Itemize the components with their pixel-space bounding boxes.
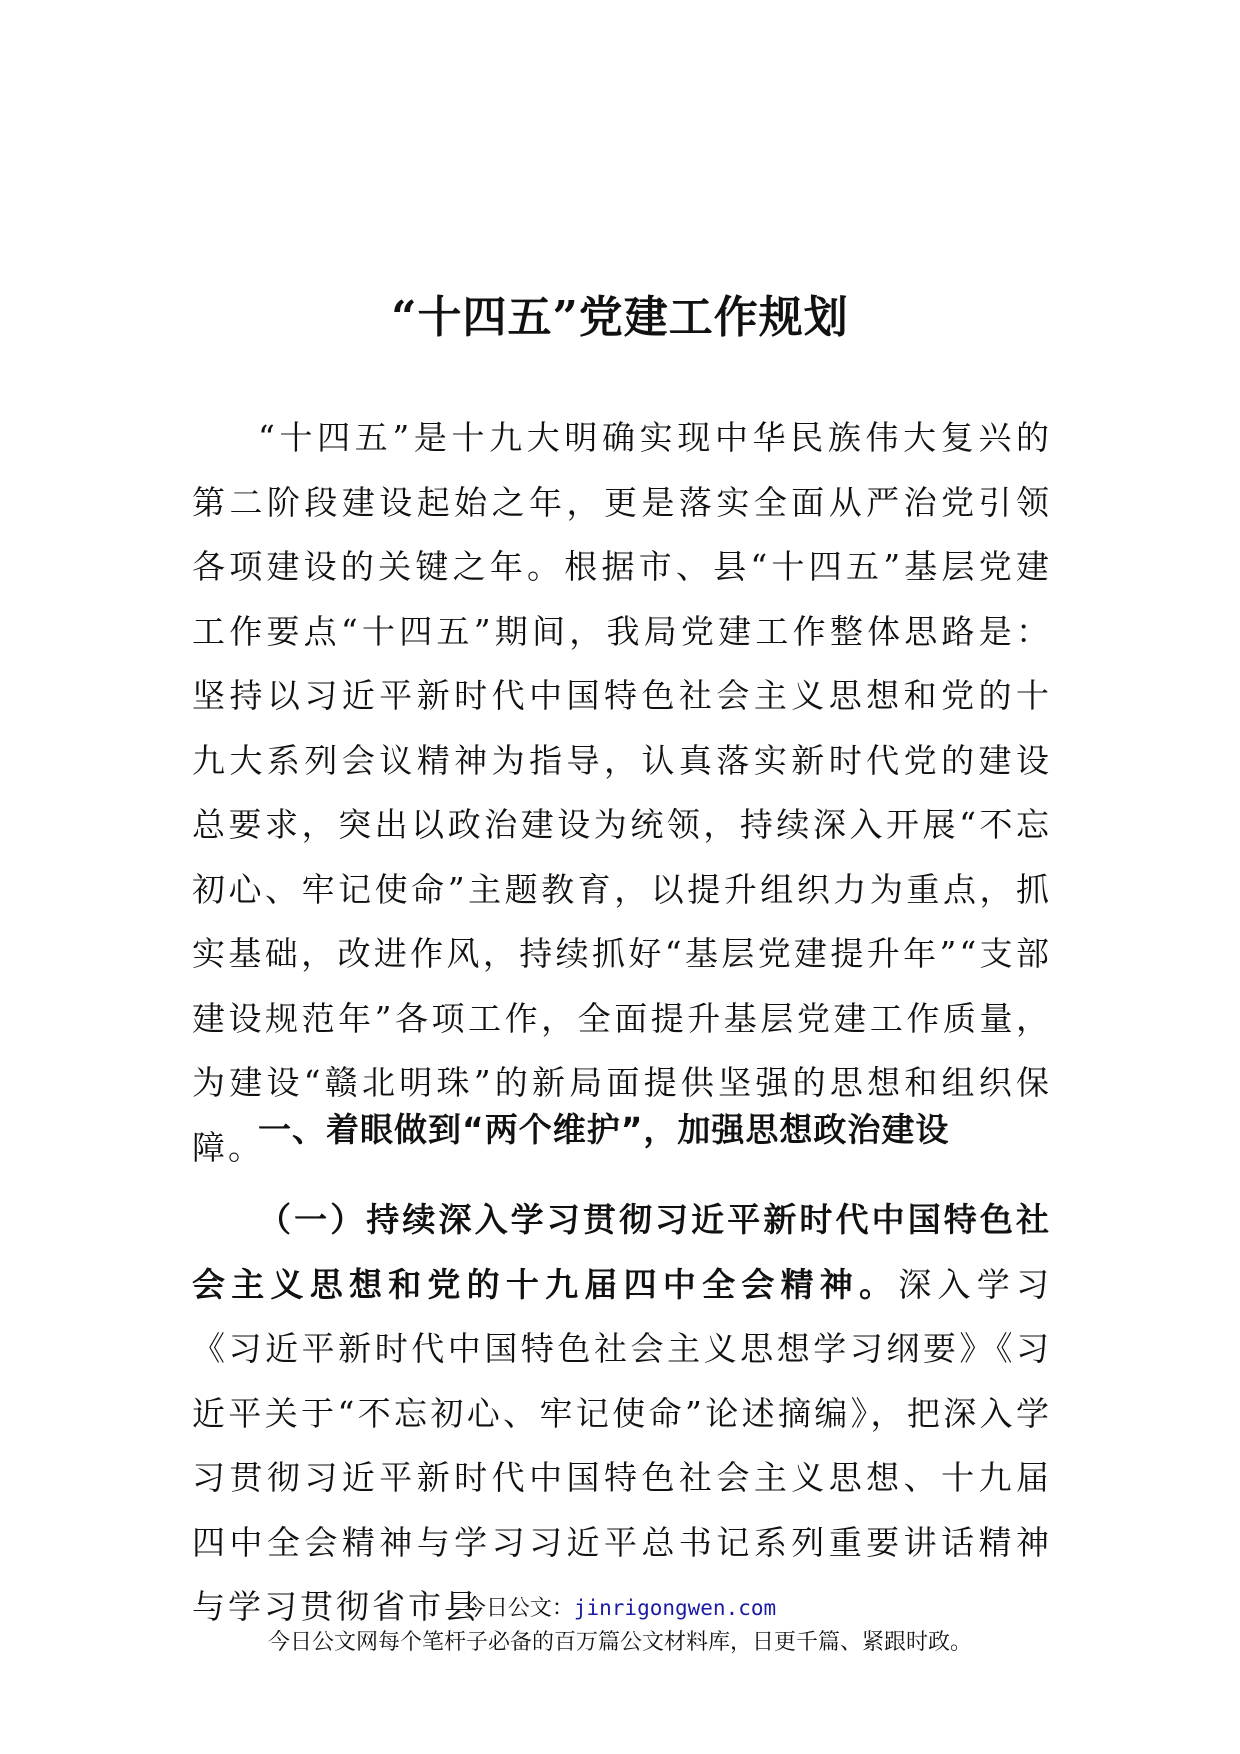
footer-site-label: 今日公文： bbox=[463, 1596, 574, 1621]
footer-site-link[interactable]: jinrigongwen.com bbox=[573, 1596, 777, 1620]
subsection-text: 深入学习《习近平新时代中国特色社会主义思想学习纲要》《习近平关于“不忘初心、牢记使命”论述摘编》，把深入学习贯彻习近平新时代中国特色社会主义思想、十九届四中全会精神与学习习近平总书记系列重要讲话精神与学习贯彻省市县 bbox=[192, 1264, 1053, 1626]
subsection-paragraph-1 bbox=[192, 1188, 1052, 1640]
intro-paragraph: “十四五”是十九大明确实现中华民族伟大复兴的第二阶段建设起始之年，更是落实全面从严治党引领各项建设的关键之年。根据市、县“十四五”基层党建工作要点“十四五”期间，我局党建工作整体思路是：坚持以习近平新时代中国特色社会主义思想和党的十九大系列会议精神为指导，认真落实新时代党的建设总要求，突出以政治建设为统领，持续深入开展“不忘初心、牢记使命”主题教育，以提升组织力为重点，抓实基础，改进作风，持续抓好“基层党建提升年”“支部建设规范年”各项工作，全面提升基层党建工作质量，为建设“赣北明珠”的新局面提供坚强的思想和组织保障。 bbox=[192, 418, 1052, 1167]
subsection-lead: （一）持续深入学习贯彻习近平新时代中国特色社会主义思想和党的十九届四中全会精神。 bbox=[192, 1200, 1052, 1304]
section-heading-1: 一、着眼做到“两个维护”，加强思想政治建设 bbox=[258, 1110, 950, 1149]
document-title: “十四五”党建工作规划 bbox=[391, 292, 849, 343]
footer-tagline: 今日公文网每个笔杆子必备的百万篇公文材料库，日更千篇、紧跟时政。 bbox=[267, 1630, 972, 1655]
footer-site-line bbox=[0, 1593, 1240, 1624]
